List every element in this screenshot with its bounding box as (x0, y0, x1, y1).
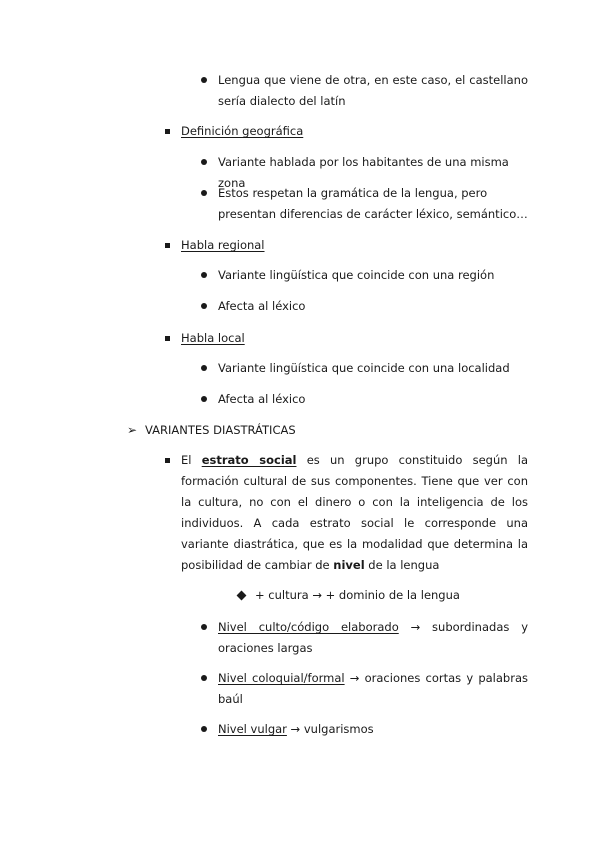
arrowhead-bullet-icon: ➢ (127, 423, 138, 437)
term-nivel: nivel (333, 558, 365, 572)
bullet-dot (201, 77, 207, 83)
nivel-coloquial-rest: → oraciones cortas y palabras baúl (218, 671, 528, 706)
bullet-nivel-vulgar (218, 719, 528, 740)
term-nivel-culto: Nivel culto/código elaborado (218, 620, 399, 634)
term-estrato-social: estrato social (201, 453, 297, 467)
section-title-variantes-diastraticas: VARIANTES DIASTRÁTICAS (145, 423, 296, 437)
bullet-dot (201, 159, 207, 165)
bullet-square (165, 129, 170, 134)
bullet-def-geo-2: Estos respetan la gramática de la lengua, pero presentan diferencias de carácter léxico, semántico… (218, 186, 528, 221)
bullet-lengua-text: Lengua que viene de otra, en este caso, el castellano sería dialecto del latín (218, 73, 528, 108)
term-nivel-vulgar: Nivel vulgar (218, 722, 287, 736)
bullet-dot (201, 675, 207, 681)
bullet-dot (201, 272, 207, 278)
bullet-nivel-coloquial (218, 668, 528, 710)
heading-habla-local: Habla local (181, 331, 245, 345)
rule-cultura-dominio: + cultura → + dominio de la lengua (255, 588, 460, 602)
estrato-mid: es un grupo constituido según la formación cultural de sus componentes. Tiene que ver con la cultura, no con el dinero o con la inteligencia de los individuos. A cada estrato social le corresponde una variante diastrática, que es la modalidad que determina la posibilidad de cambiar de (181, 453, 528, 572)
bullet-dot (201, 365, 207, 371)
bullet-dot (201, 190, 207, 196)
bullet-dot (201, 624, 207, 630)
diamond-bullet-icon (237, 591, 247, 601)
term-nivel-coloquial: Nivel coloquial/formal (218, 671, 345, 685)
bullet-dot (201, 303, 207, 309)
bullet-square (165, 336, 170, 341)
estrato-post: de la lengua (364, 558, 440, 572)
bullet-habla-regional-1: Variante lingüística que coincide con una región (218, 268, 495, 282)
bullet-habla-local-1: Variante lingüística que coincide con una localidad (218, 361, 510, 375)
estrato-pre: El (181, 453, 202, 467)
bullet-def-geo-1: Variante hablada por los habitantes de una misma zona (218, 155, 509, 190)
bullet-square (165, 458, 170, 463)
bullet-habla-local-2: Afecta al léxico (218, 392, 306, 406)
bullet-dot (201, 726, 207, 732)
bullet-square (165, 243, 170, 248)
bullet-nivel-culto (218, 617, 528, 659)
heading-habla-regional: Habla regional (181, 238, 265, 252)
paragraph-estrato-social (181, 450, 528, 576)
bullet-dot (201, 396, 207, 402)
nivel-vulgar-rest: → vulgarismos (286, 722, 374, 736)
heading-definicion-geografica: Definición geográfica (181, 124, 304, 138)
nivel-culto-rest: → subordinadas y oraciones largas (218, 620, 528, 655)
bullet-habla-regional-2: Afecta al léxico (218, 299, 306, 313)
